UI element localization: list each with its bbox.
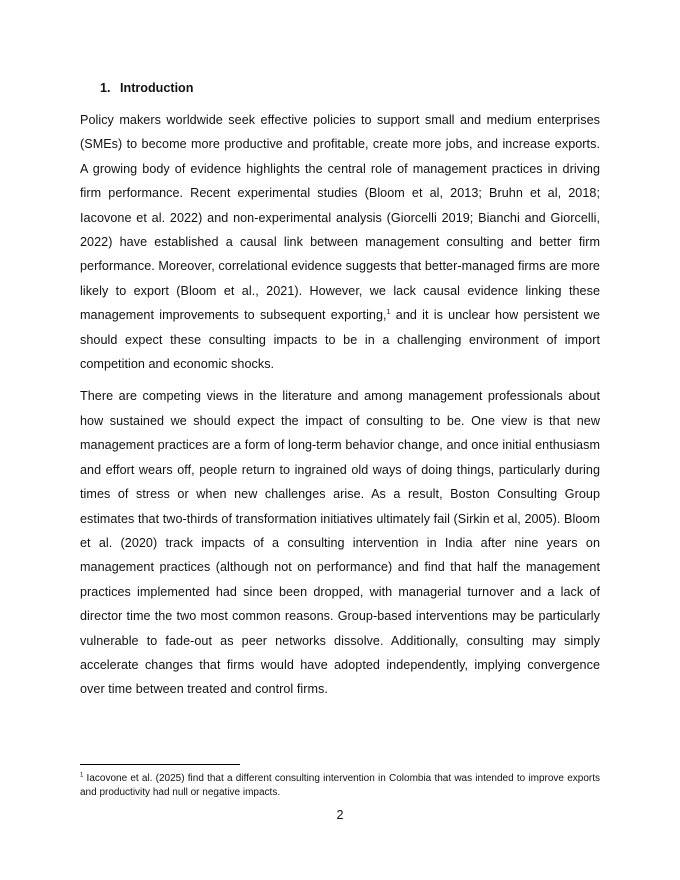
paragraph-1-text-b: and it is unclear how persistent we should expect these consulting impacts to be in a challenging environment of import competition and economic shocks. bbox=[80, 308, 601, 372]
footnote-marker: 1 bbox=[80, 772, 84, 779]
footnote bbox=[80, 772, 600, 800]
paragraph-1-text-a: Policy makers worldwide seek effective policies to support small and medium enterprises (SMEs) to become more productive and profitable, create more jobs, and increase exports. A growing body of evidence highlights the central role of management practices in driving firm performance. Recent experimental studies (Bloom et al, 2013; Bruhn et al, 2018; Iacovone et al. 2022) and non-experimental analysis (Giorcelli 2019; Bianchi and Giorcelli, 2022) have established a causal link between management consulting and better firm performance. Moreover, correlational evidence suggests that better-managed firms are more likely to export (Bloom et al., 2021). However, we lack causal evidence linking these management improvements to subsequent exporting, bbox=[80, 113, 600, 323]
page-number: 2 bbox=[336, 808, 344, 822]
footnote-divider bbox=[80, 764, 240, 765]
footnote-reference[interactable]: 1 bbox=[386, 309, 391, 317]
section-number: 1. bbox=[100, 81, 111, 95]
footnote-text: Iacovone et al. (2025) find that a different consulting intervention in Colombia that was intended to improve exports and productivity had null or negative impacts. bbox=[80, 773, 600, 798]
section-heading bbox=[100, 78, 600, 98]
paragraph-2: There are competing views in the literature and among management professionals about how sustained we should expect the impact of consulting to be. One view is that new management practices are a form of long-term behavior change, and once initial enthusiasm and effort wears off, people return to ingrained old ways of doing things, particularly during times of stress or when new challenges arise. As a result, Boston Consulting Group estimates that two-thirds of transformation initiatives ultimately fail (Sirkin et al, 2005). Bloom et al. (2020) track impacts of a consulting intervention in India after nine years on management practices (although not on performance) and find that half the management practices implemented had since been dropped, with managerial turnover and a lack of director time the two most common reasons. Group-based interventions may be particularly vulnerable to fade-out as peer networks dissolve. Additionally, consulting may simply accelerate changes that firms would have adopted independently, implying convergence over time between treated and control firms. bbox=[80, 389, 600, 697]
paragraph-1 bbox=[80, 108, 600, 376]
page-body bbox=[80, 78, 600, 702]
section-title: Introduction bbox=[120, 81, 194, 95]
